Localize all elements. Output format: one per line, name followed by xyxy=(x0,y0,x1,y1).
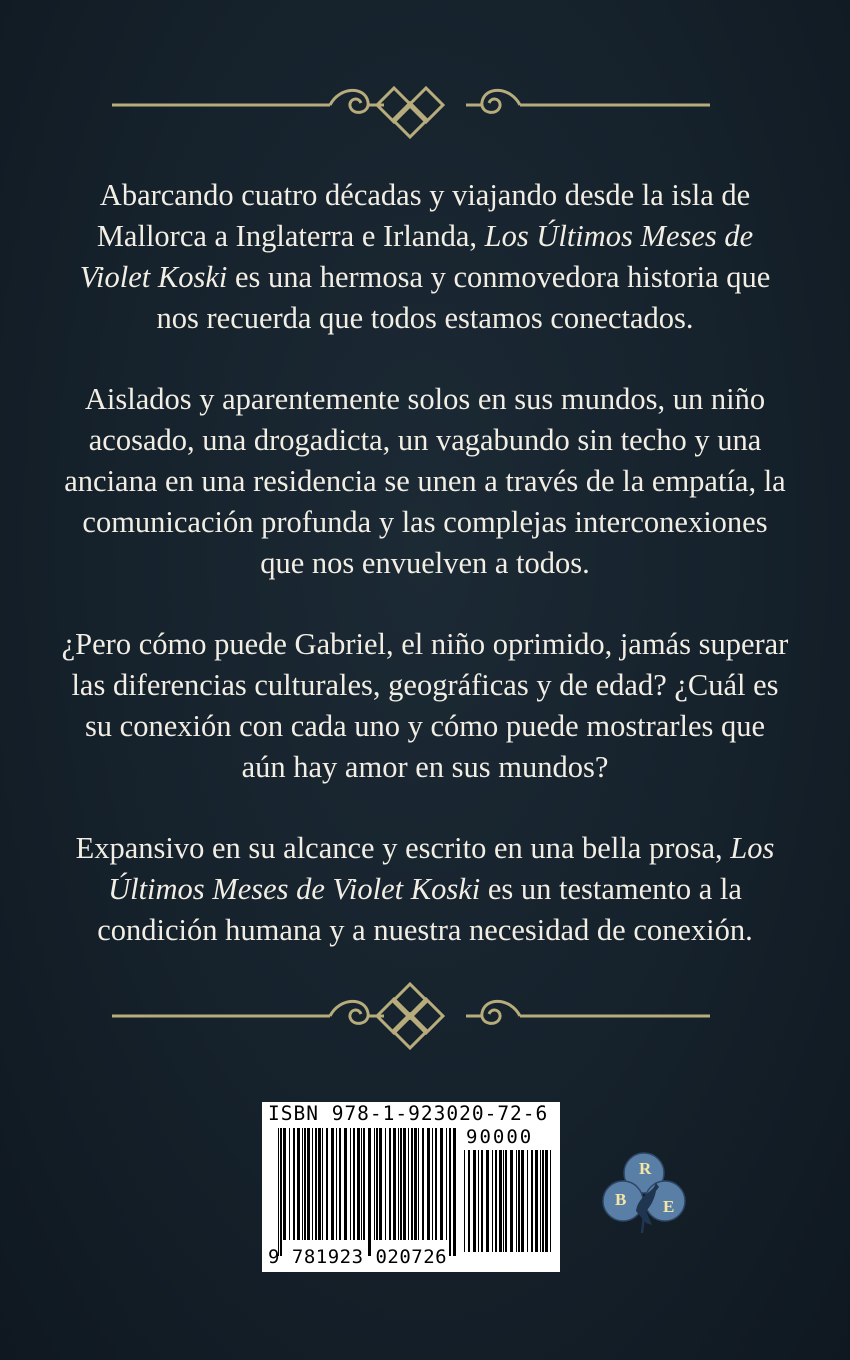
addon-barcode-bars xyxy=(464,1150,554,1268)
ean-barcode-bars xyxy=(278,1128,456,1256)
publisher-logo xyxy=(596,1145,692,1241)
logo-letter-b: B xyxy=(615,1190,627,1209)
blurb-paragraph-3: ¿Pero cómo puede Gabriel, el niño oprimido, jamás superar las diferencias culturales, geográficas y de edad? ¿Cuál es su conexión con cada uno y cómo puede mostrarles que aún hay amor en sus mundos? xyxy=(61,627,789,784)
back-cover-blurb xyxy=(60,175,790,991)
top-ornament-divider xyxy=(0,68,850,148)
blurb-paragraph-2: Aislados y aparentemente solos en sus mundos, un niño acosado, una drogadicta, un vagabundo sin techo y una anciana en una residencia se unen a través de la empatía, la comunicación profunda y las complejas interconexiones que nos envuelven a todos. xyxy=(64,382,786,580)
ean-digits: 9 781923 020726 xyxy=(268,1246,448,1268)
book-title-italic: Los Últimos Meses de Violet Koski xyxy=(79,219,754,294)
logo-letter-r: R xyxy=(639,1159,652,1178)
book-title-italic: Los Últimos Meses de Violet Koski xyxy=(108,831,775,906)
blurb-paragraph-4: Expansivo en su alcance y escrito en una bella prosa, Los Últimos Meses de Violet Koski es un testamento a la condición humana y a nuestra necesidad de conexión. xyxy=(75,831,775,947)
blurb-paragraph-1: Abarcando cuatro décadas y viajando desde la isla de Mallorca a Inglaterra e Irlanda, Los Últimos Meses de Violet Koski es una hermosa y conmovedora historia que nos recuerda que todos estamos conectados. xyxy=(79,178,771,335)
logo-letter-e: E xyxy=(663,1197,675,1216)
isbn-barcode xyxy=(262,1102,560,1272)
barcode-addon-digits: 90000 xyxy=(466,1126,534,1148)
bottom-ornament-divider xyxy=(0,976,850,1056)
isbn-text: ISBN 978-1-923020-72-6 xyxy=(268,1102,549,1125)
